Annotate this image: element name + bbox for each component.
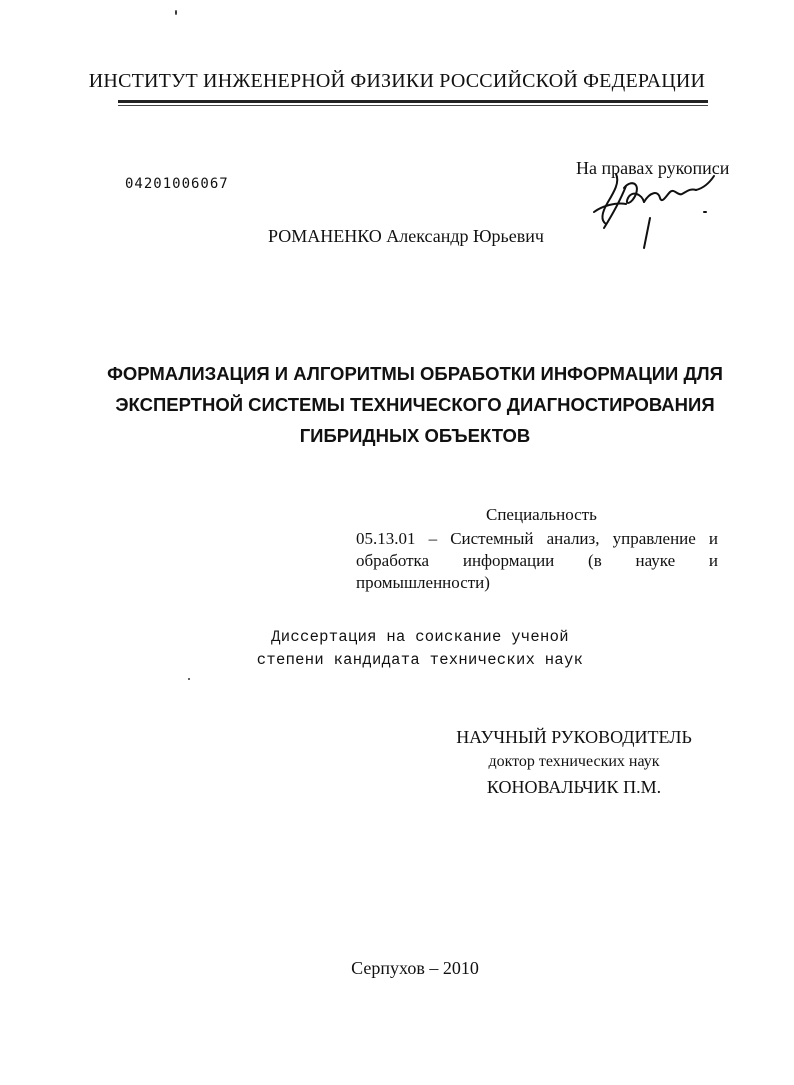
speciality-label: Специальность xyxy=(486,505,597,524)
dissertation-statement xyxy=(200,626,640,672)
speciality-line: 05.13.01 – Системный анализ, управление и xyxy=(356,529,718,548)
registration-number: 04201006067 xyxy=(125,176,229,192)
header-rule-thick xyxy=(118,100,708,103)
supervisor-block xyxy=(440,724,708,800)
dissertation-line: степени кандидата технических наук xyxy=(256,651,584,669)
dissertation-title xyxy=(90,358,740,451)
speciality-text xyxy=(356,528,718,594)
signature-icon xyxy=(586,172,726,252)
supervisor-title: НАУЧНЫЙ РУКОВОДИТЕЛЬ xyxy=(456,727,692,747)
dissertation-line: Диссертация на соискание ученой xyxy=(271,628,569,646)
title-line: ЭКСПЕРТНОЙ СИСТЕМЫ ТЕХНИЧЕСКОГО ДИАГНОСТИРОВАНИЯ xyxy=(115,394,715,415)
scan-speck xyxy=(175,10,177,15)
scan-speck xyxy=(188,678,190,680)
speciality-line: обработка информации (в науке и xyxy=(356,551,718,570)
header-rule-thin xyxy=(118,105,708,106)
speciality-line: промышленности) xyxy=(356,573,490,592)
supervisor-degree: доктор технических наук xyxy=(488,753,660,770)
title-line: ГИБРИДНЫХ ОБЪЕКТОВ xyxy=(299,425,531,446)
city-year: Серпухов – 2010 xyxy=(351,958,479,978)
title-line: ФОРМАЛИЗАЦИЯ И АЛГОРИТМЫ ОБРАБОТКИ ИНФОРМАЦИИ ДЛЯ xyxy=(107,363,723,384)
institute-header: ИНСТИТУТ ИНЖЕНЕРНОЙ ФИЗИКИ РОССИЙСКОЙ ФЕДЕРАЦИИ xyxy=(88,70,706,92)
rights-note: На правах рукописи xyxy=(576,158,730,178)
author-name: РОМАНЕНКО Александр Юрьевич xyxy=(268,226,544,246)
supervisor-name: КОНОВАЛЬЧИК П.М. xyxy=(486,777,662,797)
